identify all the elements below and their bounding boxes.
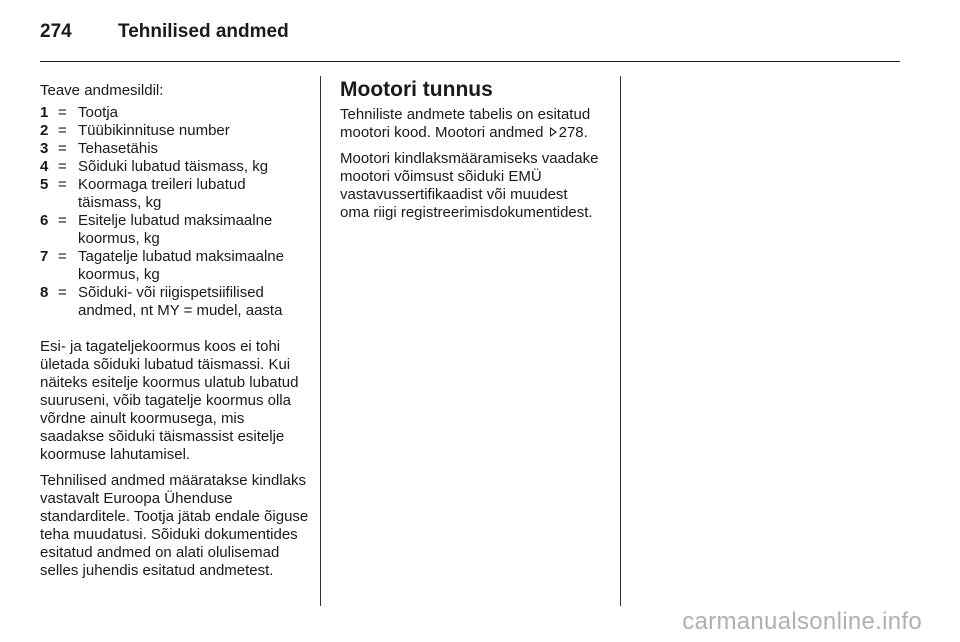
- legend-number: 6: [40, 212, 49, 229]
- legend-number: 7: [40, 248, 49, 265]
- legend-number: 3: [40, 140, 49, 157]
- page-header: [40, 18, 289, 46]
- section-title: Mootori tunnus: [340, 78, 493, 101]
- legend-equals: =: [58, 122, 67, 139]
- data-plate-intro: Teave andmesildil:: [40, 82, 164, 99]
- legend-equals: =: [58, 158, 67, 175]
- page-reference-link[interactable]: 278: [558, 124, 584, 141]
- engine-code-paragraph: [340, 106, 600, 142]
- legend-text: Tüübikinnituse number: [78, 122, 230, 139]
- data-plate-legend: [40, 104, 312, 320]
- legend-item: [40, 158, 312, 176]
- legend-item: [40, 140, 312, 158]
- legend-item: [40, 212, 312, 248]
- axle-load-paragraph: Esi- ja tagateljekoormus koos ei tohi ületada sõiduki lubatud täismassi. Kui näiteks esitelje koormus ulatub lubatud suuruseni, võib tagatelje koormus olla võrdne ainult koormusega, mis saadakse sõiduki täismassist esitelje koormuse lahutamisel.: [40, 338, 299, 463]
- legend-number: 8: [40, 284, 49, 301]
- legend-text: Sõiduki- või riigispetsiifilised andmed, nt MY = mudel, aasta: [78, 284, 283, 319]
- page-number: 274: [40, 21, 72, 42]
- column-divider-right: [620, 76, 621, 606]
- legend-equals: =: [58, 212, 67, 229]
- column-divider-left: [320, 76, 321, 606]
- header-rule: [40, 61, 900, 62]
- legend-text: Tootja: [78, 104, 119, 121]
- legend-item: [40, 122, 312, 140]
- watermark: carmanualsonline.info: [682, 608, 922, 635]
- legend-item: [40, 176, 312, 212]
- legend-number: 5: [40, 176, 49, 193]
- middle-column: [340, 78, 600, 230]
- legend-text: Esitelje lubatud maksimaalne koormus, kg: [78, 212, 273, 247]
- standards-paragraph: Tehnilised andmed määratakse kindlaks vastavalt Euroopa Ühenduse standarditele. Tootja jätab endale õiguse teha muudatusi. Sõiduki dokumentides esitatud andmed on alati olulisemad selles juhendis esitatud andmetest.: [40, 472, 309, 579]
- legend-number: 1: [40, 104, 49, 121]
- legend-equals: =: [58, 176, 67, 193]
- legend-number: 4: [40, 158, 49, 175]
- triangle-arrow-icon: [550, 127, 557, 137]
- legend-item: [40, 248, 312, 284]
- legend-equals: =: [58, 248, 67, 265]
- engine-code-end: .: [583, 124, 588, 141]
- page-title: Tehnilised andmed: [118, 21, 289, 42]
- legend-item: [40, 104, 312, 122]
- legend-equals: =: [58, 104, 67, 121]
- legend-equals: =: [58, 140, 67, 157]
- legend-text: Tehasetähis: [78, 140, 159, 157]
- engine-code-text: Tehniliste andmete tabelis on esitatud mootori kood. Mootori andmed: [340, 106, 591, 141]
- legend-item: [40, 284, 312, 320]
- engine-identification-paragraph: Mootori kindlaksmääramiseks vaadake mootori võimsust sõiduki EMÜ vastavussertifikaadist või muudest oma riigi registreerimisdokumentidest.: [340, 150, 599, 221]
- legend-text: Koormaga treileri lubatud täismass, kg: [78, 176, 246, 211]
- legend-text: Tagatelje lubatud maksimaalne koormus, kg: [78, 248, 284, 283]
- left-column: [40, 78, 312, 588]
- legend-number: 2: [40, 122, 49, 139]
- legend-equals: =: [58, 284, 67, 301]
- legend-text: Sõiduki lubatud täismass, kg: [78, 158, 269, 175]
